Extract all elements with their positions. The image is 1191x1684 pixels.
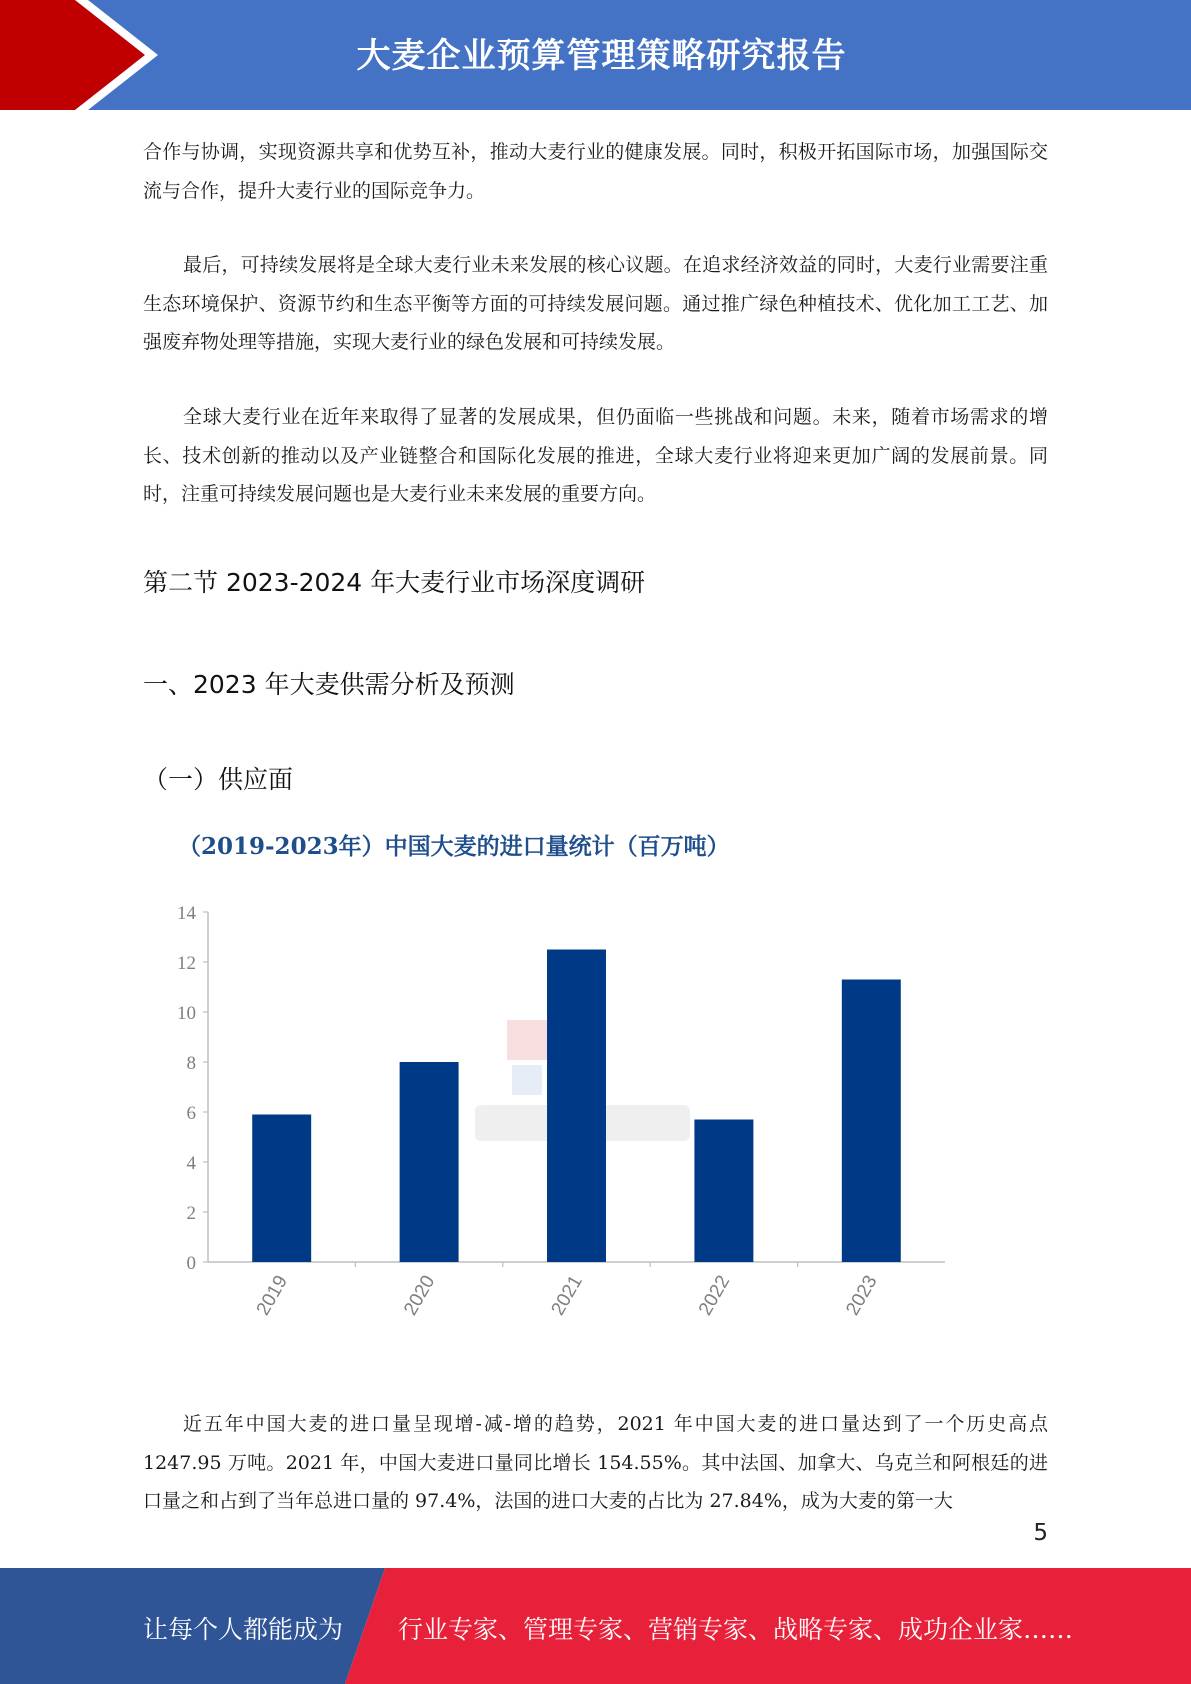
y-tick-label: 10 xyxy=(177,1003,196,1024)
x-tick-label: 2019 xyxy=(252,1272,293,1320)
y-tick-label: 0 xyxy=(186,1253,196,1274)
x-tick-label: 2022 xyxy=(694,1272,735,1320)
x-tick-label: 2023 xyxy=(842,1272,882,1320)
page-header xyxy=(0,0,1191,110)
bar-2021 xyxy=(547,950,606,1263)
footer-slogan-right: 行业专家、管理专家、营销专家、战略专家、成功企业家…… xyxy=(398,1615,1074,1644)
x-tick-label: 2020 xyxy=(400,1272,440,1320)
footer-slogan-left: 让每个人都能成为 xyxy=(143,1615,344,1644)
subsubsection-heading: （一）供应面 xyxy=(143,765,294,794)
paragraph-2: 最后，可持续发展将是全球大麦行业未来发展的核心议题。在追求经济效益的同时，大麦行业需要注重生态环境保护、资源节约和生态平衡等方面的可持续发展问题。通过推广绿色种植技术、优化加工工艺、加强废弃物处理等措施，实现大麦行业的绿色发展和可持续发展。 xyxy=(143,254,1048,353)
y-tick-label: 4 xyxy=(186,1153,196,1174)
bar-2019 xyxy=(252,1115,311,1263)
paragraph-3: 全球大麦行业在近年来取得了显著的发展成果，但仍面临一些挑战和问题。未来，随着市场需求的增长、技术创新的推动以及产业链整合和国际化发展的推进，全球大麦行业将迎来更加广阔的发展前景。同时，注重可持续发展问题也是大麦行业未来发展的重要方向。 xyxy=(143,406,1048,505)
x-tick-label: 2021 xyxy=(547,1272,587,1320)
bar-2023 xyxy=(842,980,901,1263)
bar-2020 xyxy=(400,1062,459,1262)
paragraph-1: 合作与协调，实现资源共享和优势互补，推动大麦行业的健康发展。同时，积极开拓国际市场，加强国际交流与合作，提升大麦行业的国际竞争力。 xyxy=(143,141,1048,202)
closing-paragraph: 近五年中国大麦的进口量呈现增-减-增的趋势，2021 年中国大麦的进口量达到了一个历史高点1247.95 万吨。2021 年，中国大麦进口量同比增长 154.55%。其中法国、加拿大、乌克兰和阿根廷的进口量之和占到了当年总进口量的 97.4%，法国的进口大麦的占比为 27.84%，成为大麦的第一大 xyxy=(143,1413,1048,1512)
y-tick-label: 2 xyxy=(186,1203,196,1224)
section-heading: 第二节 2023-2024 年大麦行业市场深度调研 xyxy=(143,568,646,597)
bar-2022 xyxy=(694,1120,753,1263)
y-tick-label: 6 xyxy=(186,1103,196,1124)
chart-title: （2019-2023年）中国大麦的进口量统计（百万吨） xyxy=(178,833,730,860)
page-footer xyxy=(0,1568,1191,1684)
page-number: 5 xyxy=(1033,1520,1048,1546)
report-title: 大麦企业预算管理策略研究报告 xyxy=(356,36,847,76)
y-tick-label: 14 xyxy=(177,903,196,924)
bar-chart xyxy=(150,890,960,1340)
y-tick-label: 8 xyxy=(186,1053,196,1074)
subsection-heading: 一、2023 年大麦供需分析及预测 xyxy=(143,670,515,699)
y-tick-label: 12 xyxy=(177,953,196,974)
